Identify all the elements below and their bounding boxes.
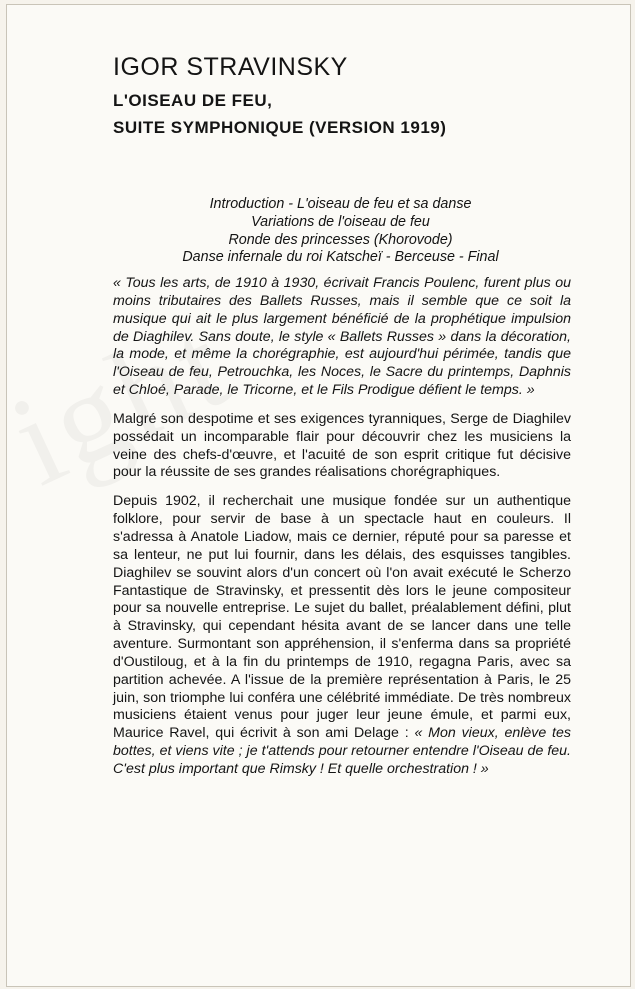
movement-item: Introduction - L'oiseau de feu et sa danse xyxy=(209,196,472,212)
movement-item: Variations de l'oiseau de feu xyxy=(251,213,430,230)
work-title-line1: L'OISEAU DE FEU, xyxy=(113,91,273,110)
movement-item: Ronde des princesses (Khorovode) xyxy=(228,231,453,248)
movements-list xyxy=(113,196,568,267)
composer-name: IGOR STRAVINSKY xyxy=(113,53,348,81)
program-notes xyxy=(113,275,571,790)
poulenc-quote-paragraph: « Tous les arts, de 1910 à 1930, écrivait Francis Poulenc, furent plus ou moins tributaires des Ballets Russes, mais il semble que ce soit la musique qui ait le plus largement bénéficié de la prophétique impulsion de Diaghilev. Sans doute, le style « Ballets Russes » dans la décoration, la mode, et même la chorégraphie, est aujourd'hui périmée, tandis que l'Oiseau de feu, Petrouchka, les Noces, le Sacre du printemps, Daphnis et Chloé, Parade, le Tricorne, et le Fils Prodigue défient le temps. » xyxy=(113,275,571,399)
history-paragraph-text: Depuis 1902, il recherchait une musique fondée sur un authentique folklore, pour servir de base à un spectacle haut en couleurs. Il s'adressa à Anatole Liadow, mais ce dernier, réputé pour sa paresse et sa lenteur, ne put lui fournir, dans les délais, des esquisses tangibles. Diaghilev se souvint alors d'un concert où l'on avait exécuté le Scherzo Fantastique de Stravinsky, et pressentit dès lors le jeune compositeur pour sa nouvelle entreprise. Le sujet du ballet, préalablement défini, plut à Stravinsky, qui cependant hésita avant de se lancer dans une telle aventure. Surmontant son appréhension, il s'enferma dans sa propriété d'Oustiloug, et à la fin du printemps de 1910, regagna Paris, avec sa partition achevée. A l'issue de la première représentation à Paris, le 25 juin, son triomphe lui conféra une célébrité immédiate. De très nombreux musiciens étaient venus pour juger leur jeune émule, et parmi eux, Maurice Ravel, qui écrivit à son ami Delage : xyxy=(113,493,571,742)
ravel-quote: « Mon vieux, enlève tes bottes, et viens vite ; je t'attends pour retourner entendre l'Oiseau de feu. C'est plus important que Rimsky ! Et quelle orchestration ! » xyxy=(113,725,571,777)
movement-item: Danse infernale du roi Katscheï - Berceuse - Final xyxy=(182,249,499,266)
diaghilev-paragraph: Malgré son despotime et ses exigences tyranniques, Serge de Diaghilev possédait un incomparable flair pour découvrir chez les musiciens la veine des chefs-d'œuvre, et l'acuité de son esprit critique fut décisive pour la réussite de ses grandes réalisations chorégraphiques. xyxy=(113,410,571,481)
program-header xyxy=(113,50,446,141)
history-paragraph xyxy=(113,493,571,779)
work-title-line2: SUITE SYMPHONIQUE (VERSION 1919) xyxy=(113,118,447,137)
